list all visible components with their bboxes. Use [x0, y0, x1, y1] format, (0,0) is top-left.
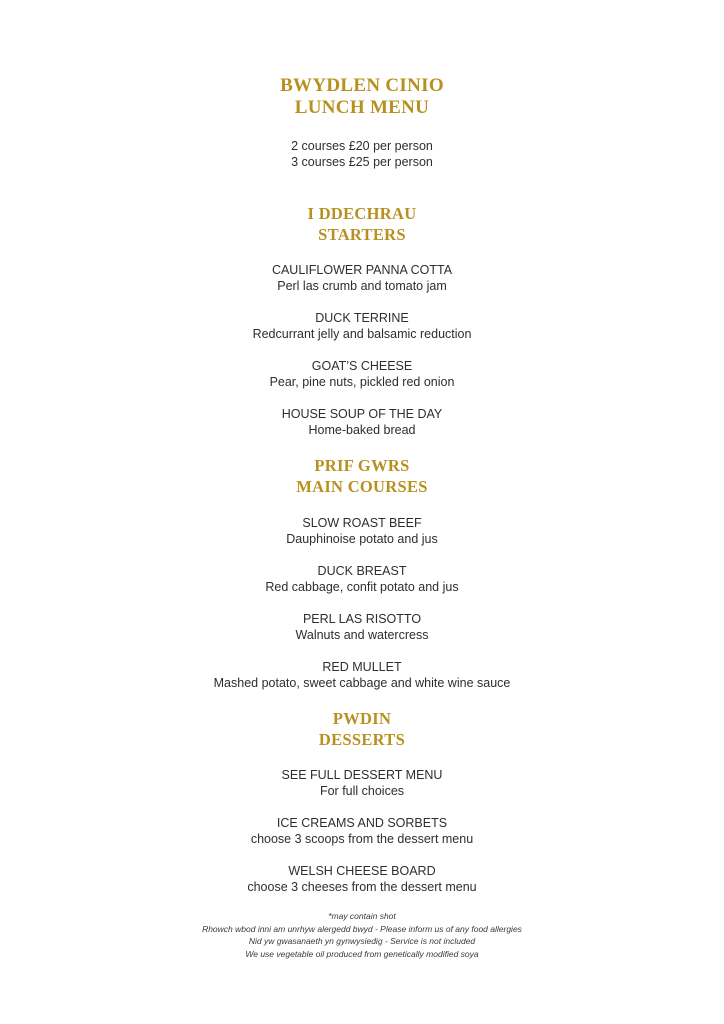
menu-item: [0, 515, 724, 547]
dish-description: Home-baked bread: [308, 423, 416, 437]
menu-item: [0, 767, 724, 799]
menu-item: [0, 815, 724, 847]
menu-title: [0, 75, 724, 119]
dish-name: DUCK TERRINE: [315, 311, 409, 325]
footnote-service: Nid yw gwasanaeth yn gynwysiedig - Service is not included: [248, 936, 476, 946]
dish-description: For full choices: [319, 784, 405, 798]
desserts-heading-welsh: PWDIN: [332, 709, 392, 728]
dish-name: ICE CREAMS AND SORBETS: [276, 816, 448, 830]
dish-name: DUCK BREAST: [317, 564, 407, 578]
dish-description: Walnuts and watercress: [295, 628, 429, 642]
dish-description: choose 3 scoops from the dessert menu: [250, 832, 474, 846]
menu-title-english: LUNCH MENU: [294, 97, 430, 118]
dish-name: SEE FULL DESSERT MENU: [281, 768, 443, 782]
footnote-oil: We use vegetable oil produced from genetically modified soya: [245, 948, 479, 959]
starters-heading-welsh: I DDECHRAU: [307, 204, 417, 223]
dish-description: Red cabbage, confit potato and jus: [265, 580, 459, 594]
dish-description: Perl las crumb and tomato jam: [277, 279, 447, 293]
dish-description: Mashed potato, sweet cabbage and white wine sauce: [213, 676, 511, 690]
footer-notes: [0, 910, 724, 960]
dish-name: GOAT’S CHEESE: [311, 359, 413, 373]
mains-heading-english: MAIN COURSES: [296, 477, 428, 496]
footnote-allergies: Rhowch wbod inni am unrhyw alergedd bwyd - Please inform us of any food allergies: [202, 923, 522, 934]
menu-item: [0, 611, 724, 643]
menu-item: [0, 262, 724, 294]
footnote-shot: *may contain shot: [328, 911, 396, 921]
dish-description: choose 3 cheeses from the dessert menu: [247, 880, 477, 894]
price-three-courses: 3 courses £25 per person: [291, 155, 433, 169]
mains-heading: [0, 455, 724, 497]
menu-item: [0, 358, 724, 390]
menu-item: [0, 406, 724, 438]
dish-name: HOUSE SOUP OF THE DAY: [281, 407, 443, 421]
price-two-courses: 2 courses £20 per person: [291, 139, 433, 153]
starters-heading: [0, 203, 724, 245]
dish-description: Pear, pine nuts, pickled red onion: [269, 375, 455, 389]
dish-description: Dauphinoise potato and jus: [286, 532, 438, 546]
menu-item: [0, 863, 724, 895]
mains-heading-welsh: PRIF GWRS: [314, 456, 410, 475]
dish-name: WELSH CHEESE BOARD: [288, 864, 436, 878]
desserts-heading: [0, 708, 724, 750]
menu-title-welsh: BWYDLEN CINIO: [280, 75, 444, 96]
menu-item: [0, 310, 724, 342]
dish-name: CAULIFLOWER PANNA COTTA: [271, 263, 453, 277]
dish-name: SLOW ROAST BEEF: [302, 516, 422, 530]
dish-name: RED MULLET: [322, 660, 402, 674]
pricing: [0, 138, 724, 170]
desserts-heading-english: DESSERTS: [318, 730, 406, 749]
menu-item: [0, 659, 724, 691]
dish-name: PERL LAS RISOTTO: [302, 612, 422, 626]
menu-item: [0, 563, 724, 595]
starters-heading-english: STARTERS: [318, 225, 406, 244]
dish-description: Redcurrant jelly and balsamic reduction: [252, 327, 472, 341]
